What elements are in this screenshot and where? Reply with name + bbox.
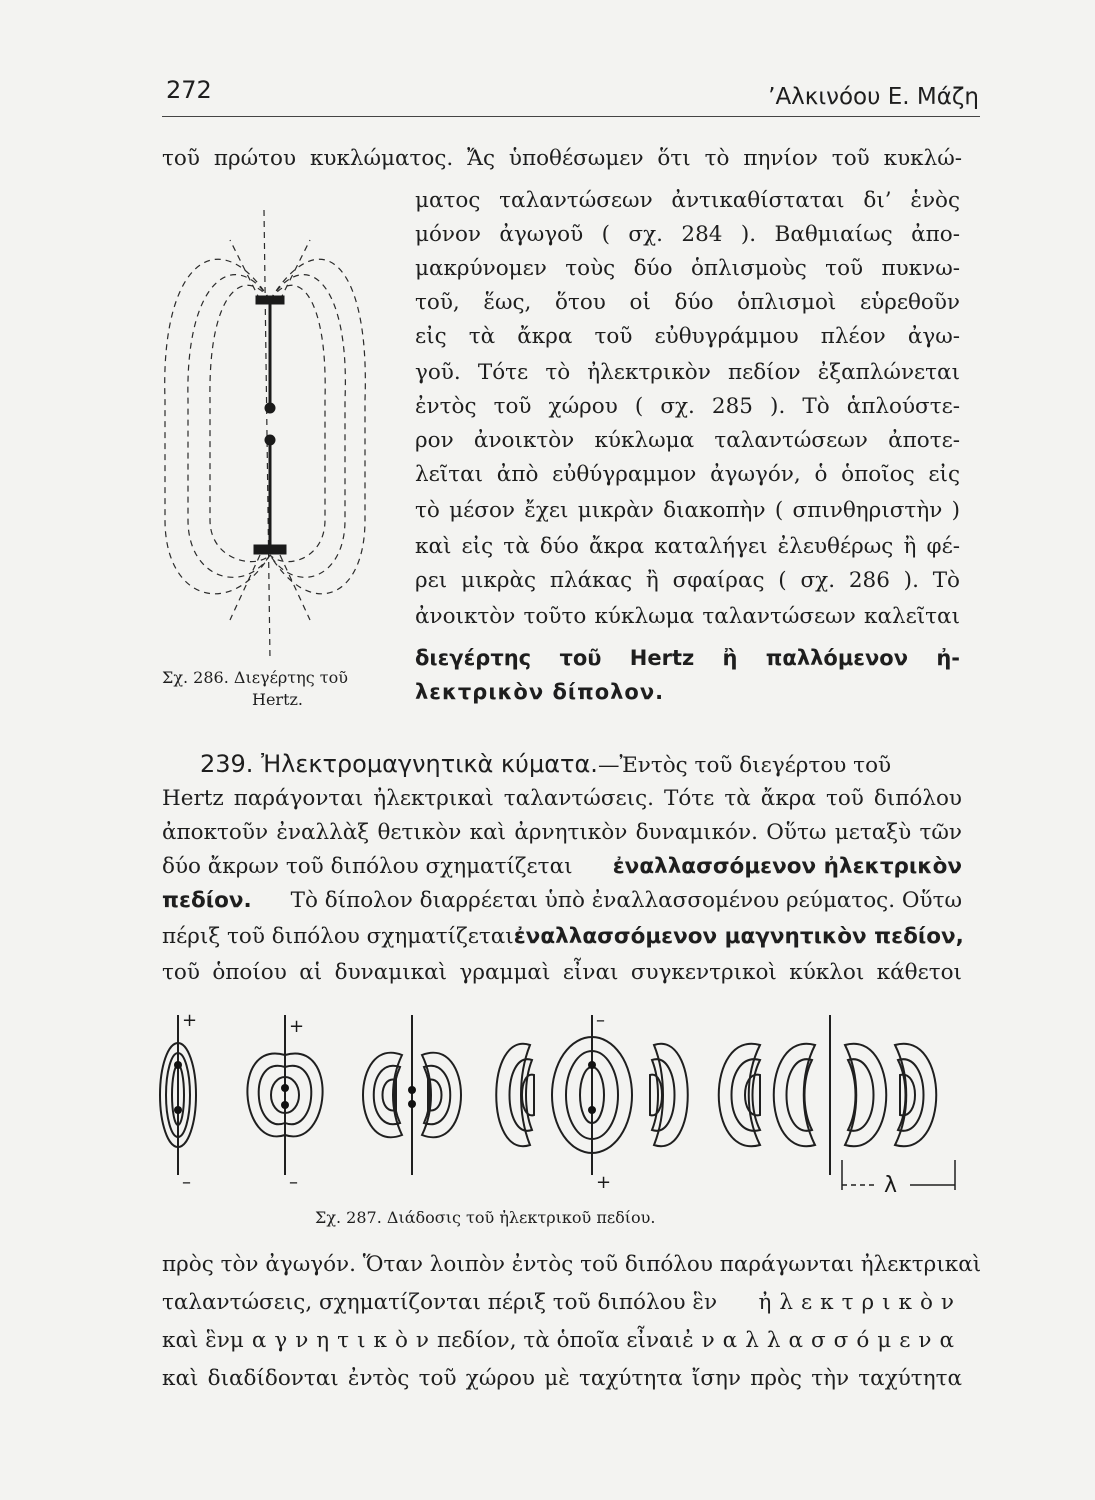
text-run: πεδίον, τὰ ὁποῖα εἶναι xyxy=(437,1328,682,1353)
spaced-term: ἠλεκτρικὸν xyxy=(758,1290,962,1315)
sign-label: + xyxy=(289,1016,305,1037)
wrapped-line: ρει μικρὰς πλάκας ἢ σφαίρας ( σχ. 286 ). Τὸ xyxy=(415,568,960,593)
figure-286-hertz-dipole xyxy=(160,200,370,680)
spaced-term: ἐναλλασσόμενα xyxy=(682,1328,962,1353)
wrapped-line: λεῖται ἀπὸ εὐθύγραμμον ἀγωγόν, ὁ ὁποῖος εἰς xyxy=(415,462,960,487)
wrapped-line: ρον ἀνοικτὸν κύκλωμα ταλαντώσεων ἀποτε- xyxy=(415,428,960,453)
text-run: ταλαντώσεις, σχηματίζονται πέριξ τοῦ διπόλου ἓν xyxy=(162,1290,718,1315)
running-title: ’Αλκινόου Ε. Μάζη xyxy=(768,84,979,110)
paragraph-line: ἀποκτοῦν ἐναλλὰξ θετικὸν καὶ ἀρνητικὸν δυναμικόν. Οὕτω μεταξὺ τῶν xyxy=(162,820,962,845)
sign-label: + xyxy=(596,1172,612,1193)
paragraph-line xyxy=(162,856,962,878)
bold-term: πεδίον. xyxy=(162,888,252,913)
sign-label: + xyxy=(182,1010,198,1031)
wrapped-line: μόνον ἀγωγοῦ ( σχ. 284 ). Βαθμιαίως ἀπο- xyxy=(415,222,960,247)
paragraph-line: Hertz παράγονται ἠλεκτρικαὶ ταλαντώσεις. Τότε τὰ ἄκρα τοῦ διπόλου xyxy=(162,786,962,811)
bold-term-line: διεγέρτης τοῦ Hertz ἢ παλλόμενον ἠ- xyxy=(415,646,960,670)
sign-label: – xyxy=(289,1172,298,1193)
figure-286-caption-2: Hertz. xyxy=(252,690,304,709)
text-run: δύο ἄκρων τοῦ διπόλου σχηματίζεται xyxy=(162,854,573,879)
heading-rest: —Ἐντὸς τοῦ διεγέρτου τοῦ xyxy=(597,753,892,778)
paragraph-line xyxy=(162,926,962,948)
header-rule xyxy=(162,116,980,117)
text-run: πέριξ τοῦ διπόλου σχηματίζεται xyxy=(162,924,514,949)
paragraph-line xyxy=(162,1330,962,1352)
section-239-heading-line xyxy=(200,752,960,777)
wrapped-line: τοῦ, ἕως, ὅτου οἱ δύο ὁπλισμοὶ εὑρεθοῦν xyxy=(415,290,960,315)
figure-286-caption: Σχ. 286. Διεγέρτης τοῦ xyxy=(162,668,348,687)
figure-287-caption: Σχ. 287. Διάδοσις τοῦ ἠλεκτρικοῦ πεδίου. xyxy=(315,1208,656,1227)
page-number: 272 xyxy=(166,76,212,104)
wrapped-line: ἐντὸς τοῦ χώρου ( σχ. 285 ). Τὸ ἁπλούστε- xyxy=(415,394,960,419)
sign-label: – xyxy=(596,1010,605,1031)
text-run: καὶ ἓν xyxy=(162,1328,230,1353)
sign-label: – xyxy=(182,1172,191,1193)
wrapped-line: καὶ εἰς τὰ δύο ἄκρα καταλήγει ἐλευθέρως ἢ φέ- xyxy=(415,534,960,559)
paragraph-line xyxy=(162,890,962,912)
bold-term: ἐναλλασσόμενον ἠλεκτρικὸν xyxy=(612,854,962,879)
wrapped-line: τὸ μέσον ἔχει μικρὰν διακοπὴν ( σπινθηριστὴν ) xyxy=(415,498,960,523)
wrapped-line: ἀνοικτὸν τοῦτο κύκλωμα ταλαντώσεων καλεῖται xyxy=(415,604,960,629)
spaced-term: μαγνητικὸν xyxy=(229,1328,437,1353)
paragraph-line: τοῦ πρώτου κυκλώματος. Ἄς ὑποθέσωμεν ὅτι τὸ πηνίον τοῦ κυκλώ- xyxy=(162,146,962,171)
bold-term: ἐναλλασσόμενον μαγνητικὸν πεδίον, xyxy=(513,924,964,949)
paragraph-line: τοῦ ὁποίου αἱ δυναμικαὶ γραμμαὶ εἶναι συγκεντρικοὶ κύκλοι κάθετοι xyxy=(162,960,962,985)
wrapped-line: εἰς τὰ ἄκρα τοῦ εὐθυγράμμου πλέον ἀγω- xyxy=(415,324,960,349)
wrapped-line: γοῦ. Τότε τὸ ἠλεκτρικὸν πεδίον ἐξαπλώνεται xyxy=(415,360,960,385)
bold-term-line-2: λεκτρικὸν δίπολον. xyxy=(415,680,665,704)
wavelength-label: λ xyxy=(884,1173,898,1198)
wrapped-line: μακρύνομεν τοὺς δύο ὁπλισμοὺς τοῦ πυκνω- xyxy=(415,256,960,281)
paragraph-line: καὶ διαδίδονται ἐντὸς τοῦ χώρου μὲ ταχύτητα ἴσην πρὸς τὴν ταχύτητα xyxy=(162,1366,962,1391)
paragraph-line xyxy=(162,1292,962,1314)
paragraph-line: πρὸς τὸν ἀγωγόν. Ὅταν λοιπὸν ἐντὸς τοῦ διπόλου παράγωνται ἠλεκτρικαὶ xyxy=(162,1252,982,1277)
section-heading: 239. Ἠλεκτρομαγνητικὰ κύματα. xyxy=(200,750,598,778)
wrapped-line: ματος ταλαντώσεων ἀντικαθίσταται δι’ ἑνὸς xyxy=(415,188,960,213)
figure-287-field-propagation xyxy=(150,1010,970,1200)
text-run: Τὸ δίπολον διαρρέεται ὑπὸ ἐναλλασσομένου ρεύματος. Οὕτω xyxy=(290,888,962,913)
